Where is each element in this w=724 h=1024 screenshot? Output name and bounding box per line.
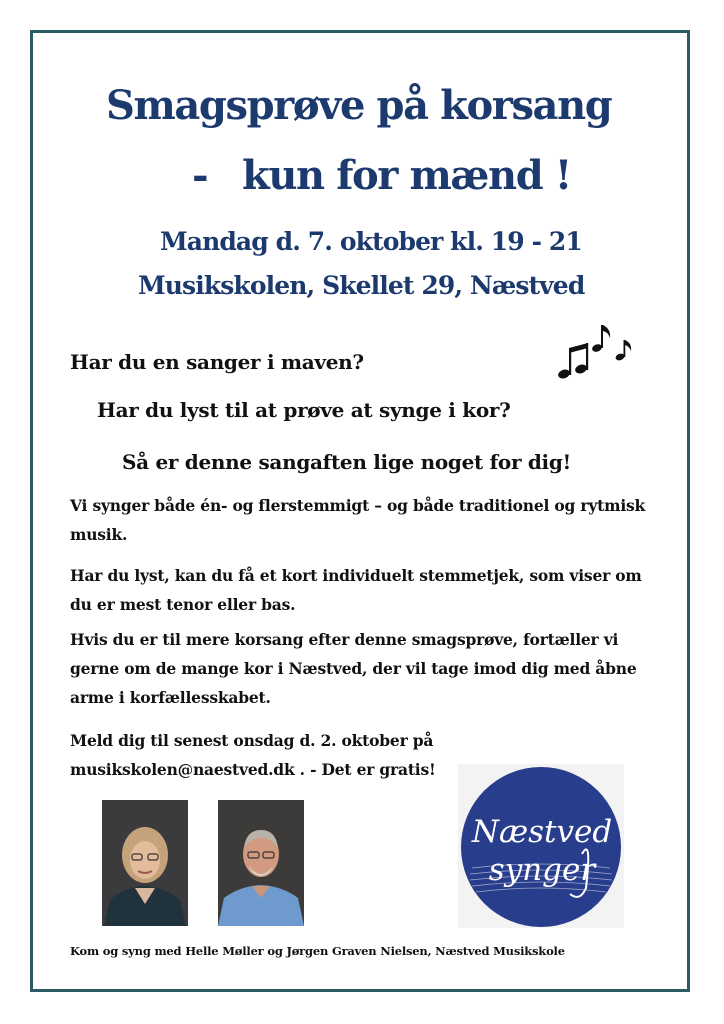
paragraph-voice-check: Har du lyst, kan du få et kort individuelt stemmetjek, som viser om du er mest tenor eller bas. xyxy=(70,566,642,614)
question-3: Så er denne sangaften lige noget for dig! xyxy=(122,450,571,474)
signup-email: musikskolen@naestved.dk . - Det er gratis! xyxy=(70,760,436,779)
portrait-man-photo xyxy=(218,800,304,926)
title-line-1: Smagsprøve på korsang xyxy=(106,82,612,129)
logo-text-synger: synger xyxy=(488,852,596,888)
question-2: Har du lyst til at prøve at synge i kor? xyxy=(97,398,511,422)
signup-line-1: Meld dig til senest onsdag d. 2. oktober på xyxy=(70,731,434,750)
naestved-synger-logo xyxy=(458,764,624,928)
event-date: Mandag d. 7. oktober kl. 19 - 21 xyxy=(160,227,582,256)
logo-text-naestved: Næstved xyxy=(471,814,613,850)
title-dash: - xyxy=(192,152,208,199)
title-line-2 xyxy=(192,152,571,199)
question-1: Har du en sanger i maven? xyxy=(70,350,364,374)
paragraph-repertoire: Vi synger både én- og flerstemmigt – og både traditionel og rytmisk musik. xyxy=(70,496,646,544)
title-line-2-text: kun for mænd ! xyxy=(242,152,571,199)
event-location: Musikskolen, Skellet 29, Næstved xyxy=(138,271,585,300)
paragraph-more-choirs: Hvis du er til mere korsang efter denne smagsprøve, fortæller vi gerne om de mange kor i Næstved, der vil tage imod dig med åbne arme i korfællesskabet. xyxy=(70,630,637,707)
portrait-woman-photo xyxy=(102,800,188,926)
footer-text: Kom og syng med Helle Møller og Jørgen Graven Nielsen, Næstved Musikskole xyxy=(70,944,565,958)
music-notes-icon xyxy=(554,318,638,388)
